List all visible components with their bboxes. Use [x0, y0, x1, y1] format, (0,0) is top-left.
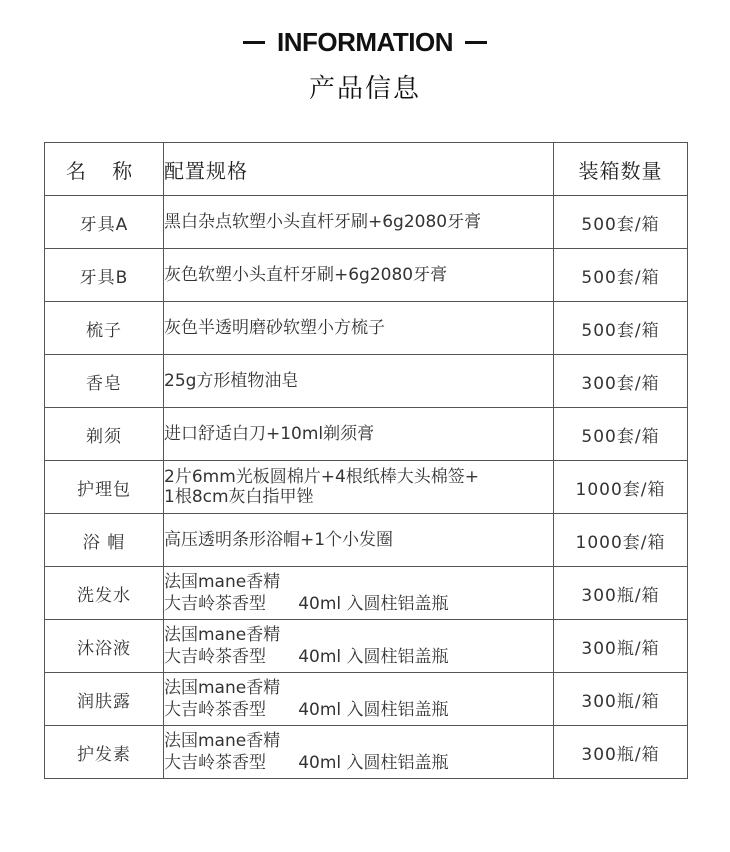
- fragrance-line-1: 法国mane香精: [164, 572, 281, 592]
- row-spec: 进口舒适白刀+10ml剃须膏: [164, 408, 554, 461]
- row-spec: 灰色软塑小头直杆牙刷+6g2080牙膏: [164, 249, 554, 302]
- row-quantity: 1000套/箱: [554, 461, 688, 514]
- row-quantity: 300套/箱: [554, 355, 688, 408]
- row-quantity: 300瓶/箱: [554, 726, 688, 779]
- fragrance-line-1: 法国mane香精: [164, 678, 281, 698]
- fragrance-line-2: 大吉岭茶香型: [164, 594, 266, 614]
- table-row: [45, 302, 688, 355]
- table-row: [45, 196, 688, 249]
- row-spec: [164, 567, 554, 620]
- fragrance-line-1: 法国mane香精: [164, 731, 281, 751]
- row-name: 洗发水: [45, 567, 164, 620]
- row-quantity: 500套/箱: [554, 196, 688, 249]
- row-name: 香皂: [45, 355, 164, 408]
- row-quantity: 500套/箱: [554, 302, 688, 355]
- row-quantity: 500套/箱: [554, 408, 688, 461]
- row-spec: 黑白杂点软塑小头直杆牙刷+6g2080牙膏: [164, 196, 554, 249]
- table-row: [45, 620, 688, 673]
- row-name: 牙具A: [45, 196, 164, 249]
- row-name: 浴 帽: [45, 514, 164, 567]
- bottle-spec: 40ml 入圆柱铝盖瓶: [298, 753, 449, 773]
- table-row: [45, 355, 688, 408]
- row-spec: [164, 461, 554, 514]
- row-name: 护发素: [45, 726, 164, 779]
- row-quantity: 300瓶/箱: [554, 620, 688, 673]
- row-spec-line-2: 1根8cm灰白指甲锉: [164, 487, 314, 507]
- product-info-table: [44, 142, 688, 779]
- row-spec-line-1: 2片6mm光板圆棉片+4根纸棒大头棉签+: [164, 467, 480, 487]
- table-row: [45, 567, 688, 620]
- fragrance-line-2: 大吉岭茶香型: [164, 700, 266, 720]
- table-row: [45, 673, 688, 726]
- row-spec: 高压透明条形浴帽+1个小发圈: [164, 514, 554, 567]
- row-name: 梳子: [45, 302, 164, 355]
- table-row: [45, 408, 688, 461]
- table-row: [45, 514, 688, 567]
- row-spec: 25g方形植物油皂: [164, 355, 554, 408]
- fragrance-line-1: 法国mane香精: [164, 625, 281, 645]
- header-name: 名 称: [45, 143, 164, 196]
- bottle-spec: 40ml 入圆柱铝盖瓶: [298, 594, 449, 614]
- info-heading: [0, 24, 730, 60]
- row-spec: [164, 673, 554, 726]
- row-name: 牙具B: [45, 249, 164, 302]
- right-dash-decoration: [465, 41, 487, 44]
- row-quantity: 300瓶/箱: [554, 673, 688, 726]
- table-row: [45, 249, 688, 302]
- row-spec: [164, 620, 554, 673]
- row-name: 沐浴液: [45, 620, 164, 673]
- left-dash-decoration: [243, 41, 265, 44]
- page-header: [0, 24, 730, 105]
- row-spec: 灰色半透明磨砂软塑小方梳子: [164, 302, 554, 355]
- bottle-spec: 40ml 入圆柱铝盖瓶: [298, 700, 449, 720]
- row-name: 润肤露: [45, 673, 164, 726]
- row-spec: [164, 726, 554, 779]
- row-name: 剃须: [45, 408, 164, 461]
- row-quantity: 500套/箱: [554, 249, 688, 302]
- bottle-spec: 40ml 入圆柱铝盖瓶: [298, 647, 449, 667]
- fragrance-line-2: 大吉岭茶香型: [164, 647, 266, 667]
- row-quantity: 300瓶/箱: [554, 567, 688, 620]
- table-row: [45, 461, 688, 514]
- fragrance-line-2: 大吉岭茶香型: [164, 753, 266, 773]
- row-quantity: 1000套/箱: [554, 514, 688, 567]
- table-row: [45, 726, 688, 779]
- table-header-row: [45, 143, 688, 196]
- info-title: INFORMATION: [277, 26, 453, 57]
- header-quantity: 装箱数量: [554, 143, 688, 196]
- header-spec: 配置规格: [164, 143, 554, 196]
- page-subtitle: 产品信息: [308, 74, 421, 104]
- row-name: 护理包: [45, 461, 164, 514]
